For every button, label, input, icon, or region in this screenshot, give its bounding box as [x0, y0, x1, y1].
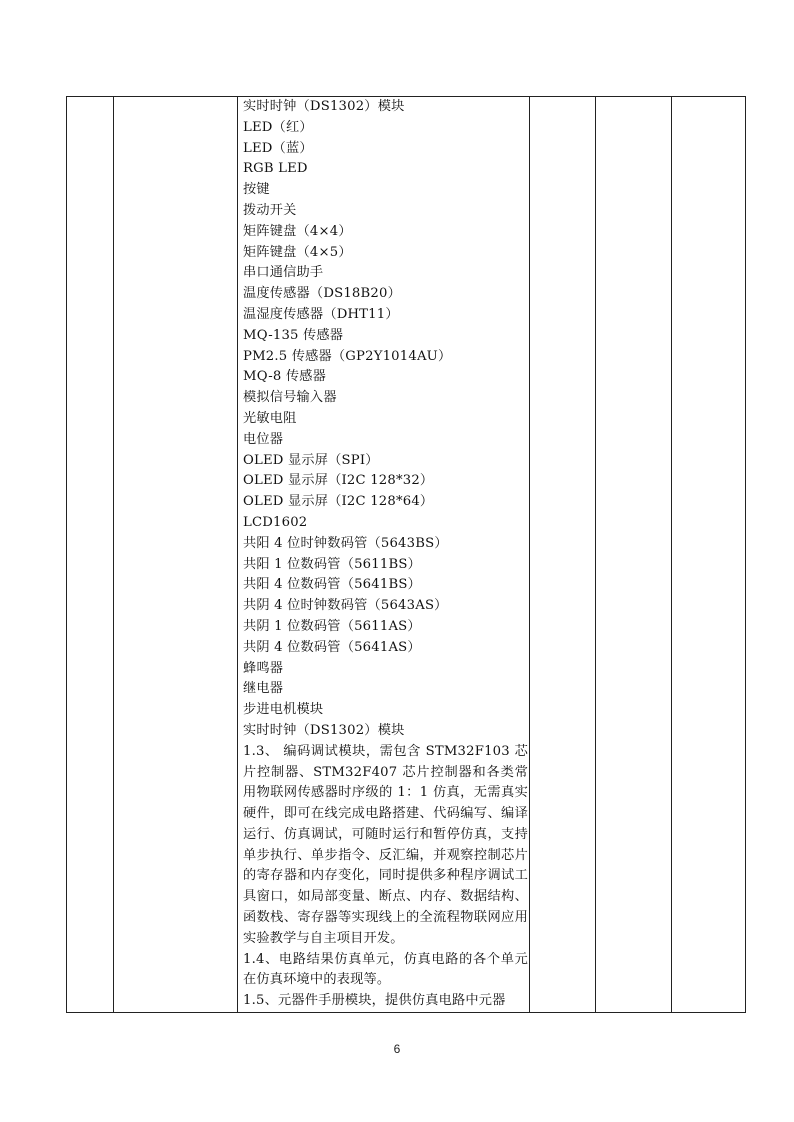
list-item: 继电器 — [243, 681, 284, 697]
list-item: 电位器 — [243, 431, 284, 447]
list-item: LED（蓝） — [243, 140, 313, 156]
requirement-paragraph: 1.5、元器件手册模块，提供仿真电路中元器 — [243, 993, 506, 1009]
list-item: 矩阵键盘（4×4） — [243, 223, 352, 239]
list-item: RGB LED — [243, 161, 308, 177]
list-item: 实时时钟（DS1302）模块 — [243, 99, 405, 114]
list-item: 共阴 4 位数码管（5641AS） — [243, 639, 421, 655]
column-divider — [113, 97, 114, 1012]
list-item: MQ-8 传感器 — [243, 369, 326, 385]
list-item: 按键 — [243, 182, 270, 198]
list-item: 共阴 1 位数码管（5611AS） — [243, 618, 421, 634]
list-item: 矩阵键盘（4×5） — [243, 244, 352, 260]
list-item: 实时时钟（DS1302）模块 — [243, 722, 405, 738]
column-divider — [237, 97, 238, 1012]
list-item: 拨动开关 — [243, 202, 297, 218]
list-item: LCD1602 — [243, 514, 308, 530]
requirement-paragraphs — [243, 742, 528, 1012]
requirement-paragraph: 1.4、电路结果仿真单元，仿真电路的各个单元在仿真环境中的表现等。 — [243, 951, 528, 988]
list-item: 串口通信助手 — [243, 265, 324, 281]
column-divider — [595, 97, 596, 1012]
column-divider — [671, 97, 672, 1012]
list-item: OLED 显示屏（SPI） — [243, 452, 379, 468]
list-item: 模拟信号输入器 — [243, 390, 337, 406]
list-item: 步进电机模块 — [243, 702, 324, 718]
list-item: 共阴 4 位时钟数码管（5643AS） — [243, 598, 448, 614]
list-item: OLED 显示屏（I2C 128*32） — [243, 473, 434, 489]
list-item: 光敏电阻 — [243, 410, 297, 426]
list-item: 温湿度传感器（DHT11） — [243, 306, 399, 322]
list-item: OLED 显示屏（I2C 128*64） — [243, 494, 434, 510]
list-item: 温度传感器（DS18B20） — [243, 286, 401, 302]
requirement-paragraph: 1.3、 编码调试模块，需包含 STM32F103 芯片控制器、STM32F407 芯片控制器和各类常用物联网传感器时序级的 1：1 仿真，无需真实硬件，即可在线完成电路搭建、代码编写、编译运行、仿真调试，可随时运行和暂停仿真，支持单步执行、单步指令、反汇编，并观察控制芯片的寄存器和内存变化，同时提供多种程序调试工具窗口，如局部变量、断点、内存、数据结构、函数栈、寄存器等实现线上的全流程物联网应用实验教学与自主项目开发。 — [243, 743, 528, 946]
list-item: PM2.5 传感器（GP2Y1014AU） — [243, 348, 452, 364]
page-number: 6 — [393, 1042, 401, 1056]
list-item: MQ-135 传感器 — [243, 327, 344, 343]
list-item: LED（红） — [243, 119, 313, 135]
list-item: 蜂鸣器 — [243, 660, 284, 676]
list-item: 共阳 1 位数码管（5611BS） — [243, 556, 421, 572]
column-divider — [529, 97, 530, 1012]
spec-content-cell — [243, 97, 528, 1012]
list-item: 共阳 4 位时钟数码管（5643BS） — [243, 535, 448, 551]
list-item: 共阳 4 位数码管（5641BS） — [243, 577, 421, 593]
component-list — [243, 97, 528, 742]
